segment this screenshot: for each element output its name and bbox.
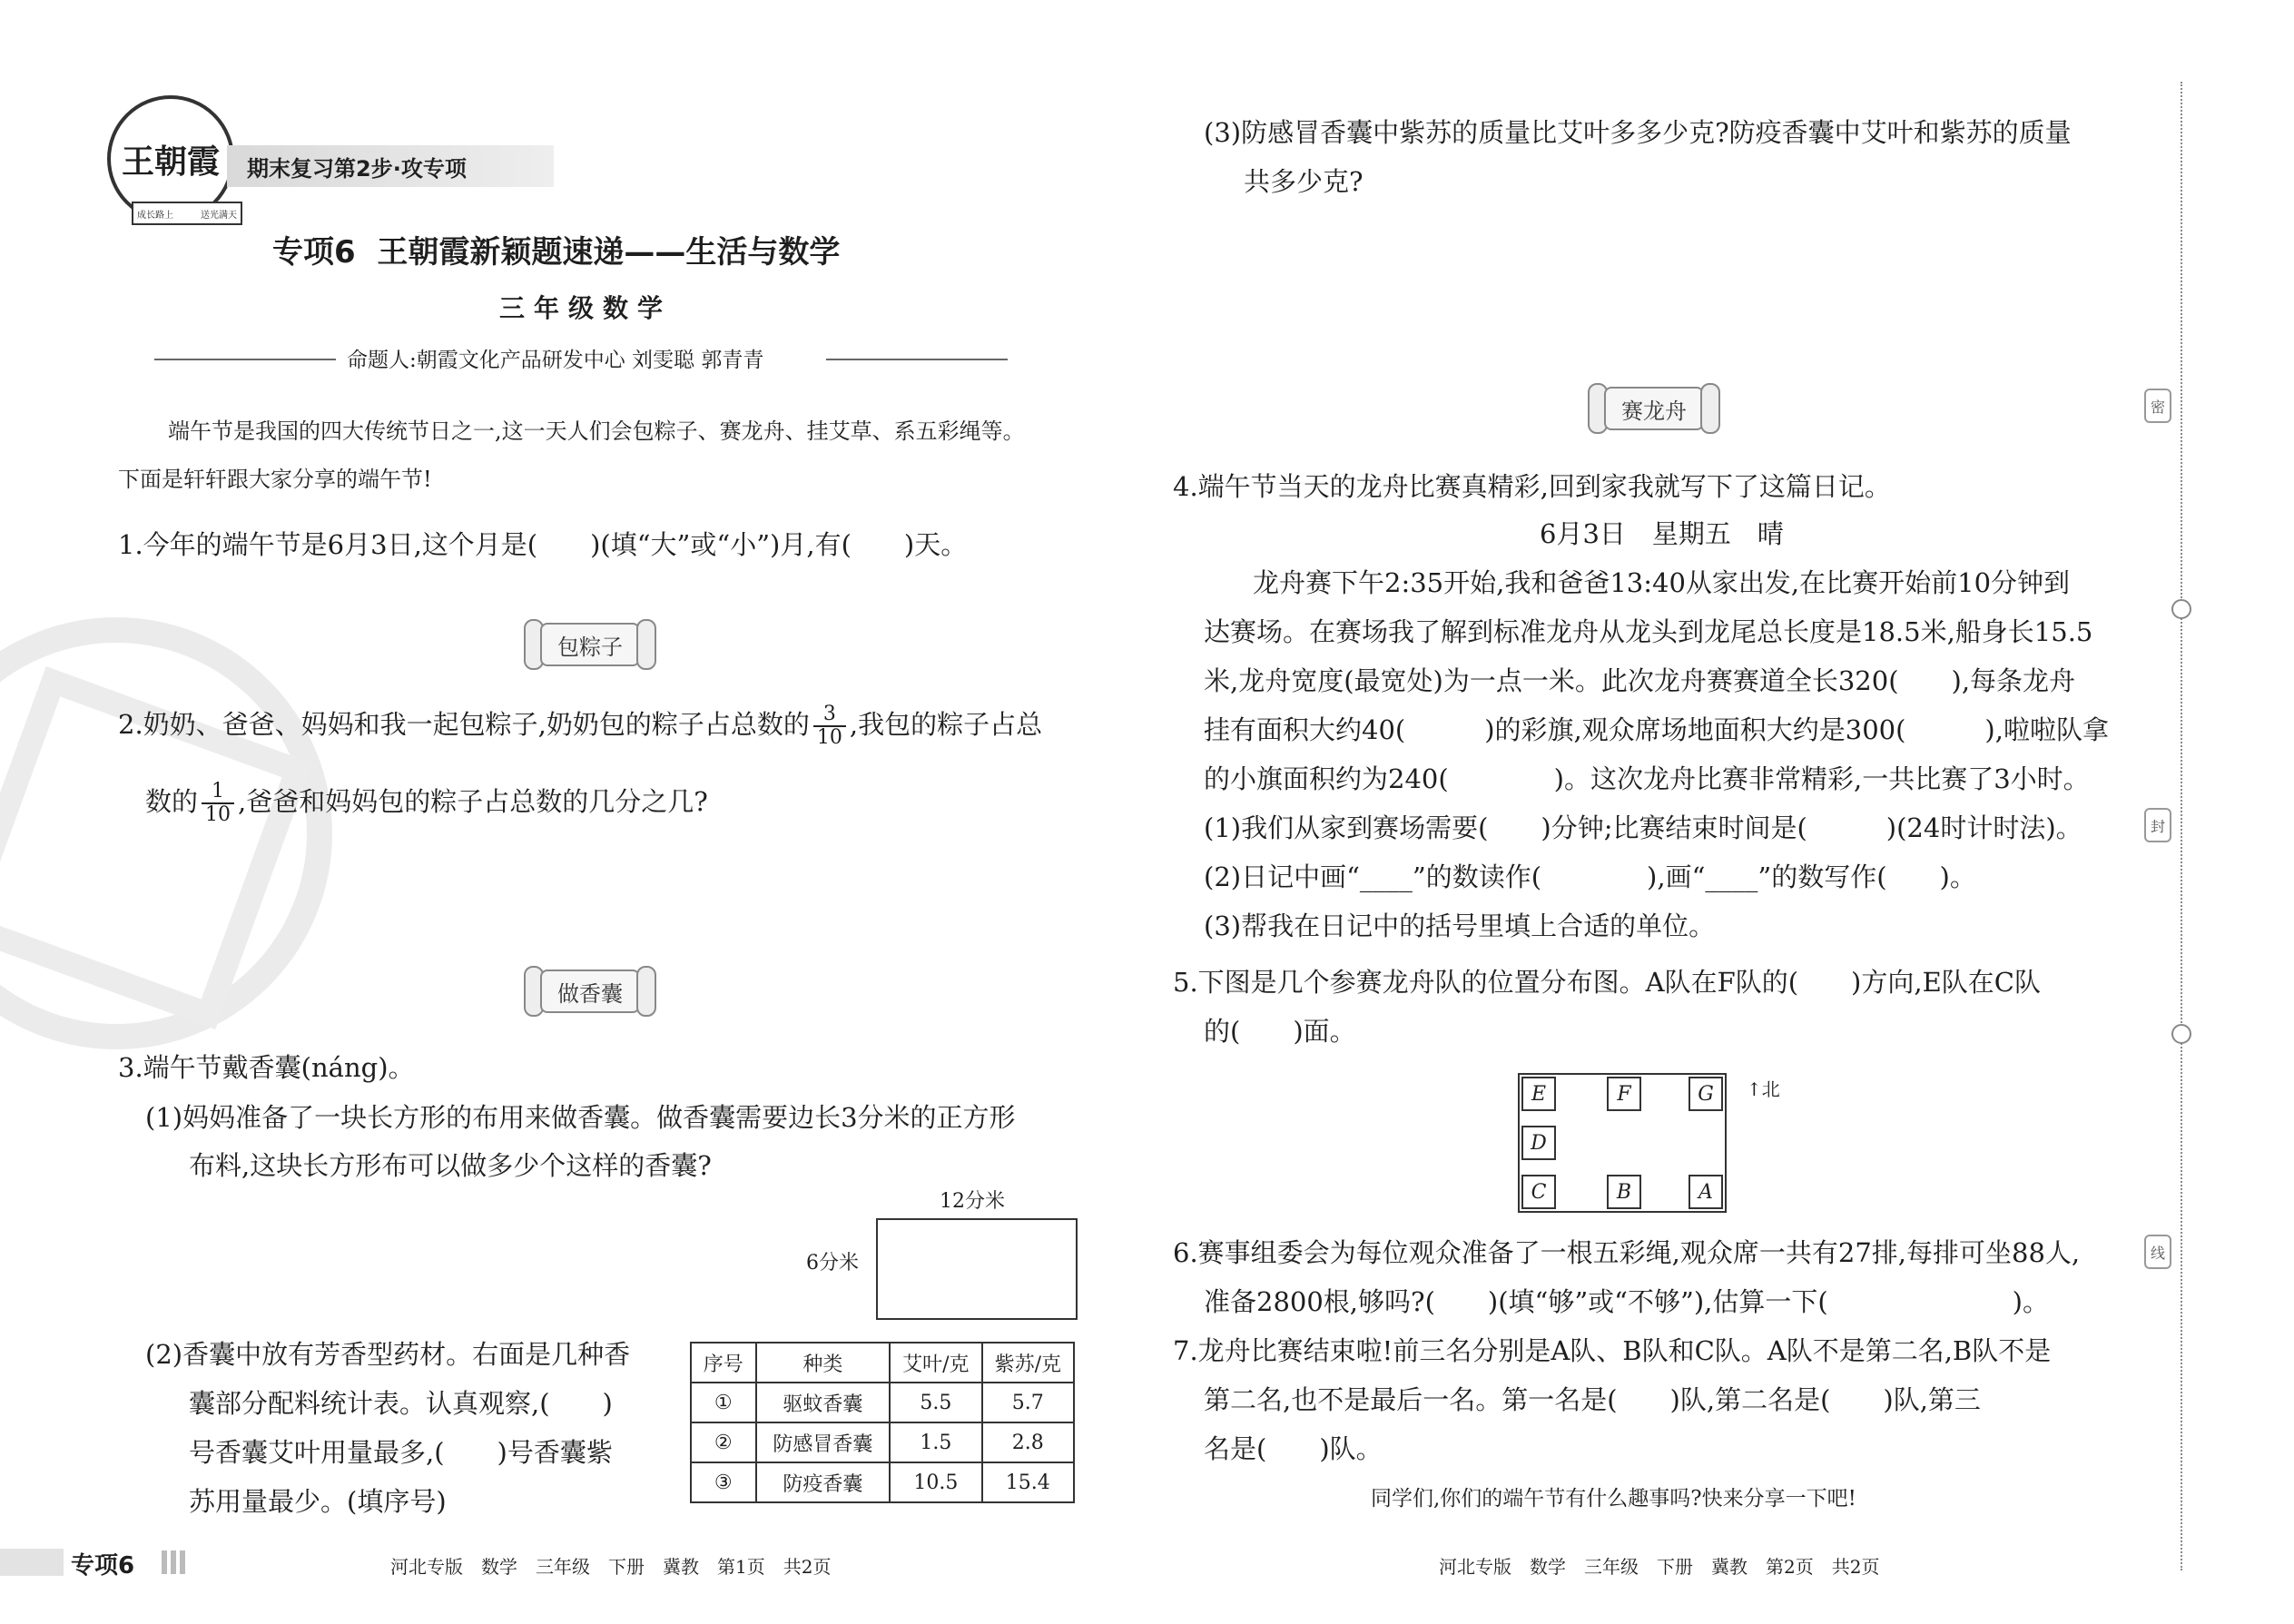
- logo-slogan-left: 成长路上: [137, 210, 173, 221]
- team-cell: F: [1607, 1077, 1641, 1111]
- diary-line-1: 龙舟赛下午2:35开始,我和爸爸13:40从家出发,在比赛开始前10分钟到: [1253, 567, 2071, 598]
- table-header: 紫苏/克: [982, 1343, 1074, 1383]
- north-arrow: ↑北: [1747, 1078, 1780, 1100]
- question-3-1-line2: 布料,这块长方形布可以做多少个这样的香囊?: [189, 1150, 712, 1181]
- table-cell: 5.7: [982, 1383, 1074, 1422]
- section-label: 做香囊: [540, 969, 640, 1013]
- brand-logo-text: 王朝霞: [121, 142, 220, 181]
- team-cell: G: [1689, 1077, 1723, 1111]
- side-tab-feng: 封: [2144, 808, 2171, 842]
- side-tab-xian: 线: [2144, 1235, 2171, 1269]
- section-banner-zongzi: [520, 615, 656, 670]
- cloth-rectangle: [876, 1218, 1078, 1320]
- diary-line-3: 米,龙舟宽度(最宽处)为一点一米。此次龙舟赛赛道全长320( ),每条龙舟: [1204, 665, 2076, 696]
- question-4-3: (3)帮我在日记中的括号里填上合适的单位。: [1204, 910, 1716, 941]
- binding-dotted-line: [2181, 82, 2182, 1570]
- table-header-row: [691, 1343, 1074, 1383]
- question-4-stem: 4.端午节当天的龙舟比赛真精彩,回到家我就写下了这篇日记。: [1173, 471, 1891, 502]
- header-ribbon-text: 期末复习第2步·攻专项: [247, 155, 467, 182]
- table-cell: 5.5: [890, 1383, 981, 1422]
- binding-hole-icon: [2171, 1024, 2191, 1044]
- question-4-2: (2)日记中画“____”的数读作( ),画“____”的数写作( )。: [1204, 861, 1976, 892]
- table-cell: ③: [691, 1462, 756, 1502]
- table-cell: 1.5: [890, 1422, 981, 1462]
- question-7-line2: 第二名,也不是最后一名。第一名是( )队,第二名是( )队,第三: [1204, 1384, 1981, 1415]
- question-3-stem: 3.端午节戴香囊(náng)。: [118, 1052, 415, 1083]
- team-cell: D: [1521, 1126, 1556, 1160]
- team-cell: E: [1521, 1077, 1556, 1111]
- page-title: 专项6 王朝霞新颖题速递——生活与数学: [272, 234, 841, 271]
- question-3-2-line2: 囊部分配料统计表。认真观察,( ): [189, 1388, 613, 1419]
- fraction-one-tenth: [202, 781, 234, 826]
- table-row: [691, 1422, 1074, 1462]
- q2-text-2: ,我包的粽子占总: [849, 709, 1043, 740]
- rect-height-label: 6分米: [806, 1252, 859, 1275]
- question-4-1: (1)我们从家到赛场需要( )分钟;比赛结束时间是( )(24时计时法)。: [1204, 812, 2082, 843]
- q2-text-1: 2.奶奶、爸爸、妈妈和我一起包粽子,奶奶包的粽子占总数的: [118, 709, 810, 740]
- footer-tag: 专项6: [71, 1552, 135, 1580]
- table-row: [691, 1462, 1074, 1502]
- table-cell: 10.5: [890, 1462, 981, 1502]
- question-3-3-line1: (3)防感冒香囊中紫苏的质量比艾叶多多少克?防疫香囊中艾叶和紫苏的质量: [1204, 117, 2072, 148]
- question-2: [118, 699, 1042, 750]
- watermark-seal: [0, 617, 332, 1049]
- closing-line: 同学们,你们的端午节有什么趣事吗?快来分享一下吧!: [1371, 1487, 1856, 1511]
- question-6-line1: 6.赛事组委会为每位观众准备了一根五彩绳,观众席一共有27排,每排可坐88人,: [1173, 1237, 2081, 1268]
- logo-slogan-right: 送光满天: [201, 210, 237, 221]
- question-7-line1: 7.龙舟比赛结束啦!前三名分别是A队、B队和C队。A队不是第二名,B队不是: [1173, 1335, 2052, 1366]
- diary-line-2: 达赛场。在赛场我了解到标准龙舟从龙头到龙尾总长度是18.5米,船身长15.5: [1204, 616, 2093, 647]
- footer-squares: [162, 1550, 185, 1574]
- table-header: 种类: [756, 1343, 891, 1383]
- table-cell: 防感冒香囊: [756, 1422, 891, 1462]
- intro-line-1: 端午节是我国的四大传统节日之一,这一天人们会包粽子、赛龙舟、挂艾草、系五彩绳等。: [168, 418, 1025, 444]
- question-2-cont: [145, 776, 708, 827]
- authors-line: [154, 343, 881, 376]
- team-cell: A: [1689, 1175, 1723, 1209]
- question-3-2-line4: 苏用量最少。(填序号): [189, 1486, 447, 1517]
- table-row: [691, 1383, 1074, 1422]
- section-label: 包粽子: [540, 623, 640, 666]
- section-banner-longzhou: [1584, 379, 1720, 434]
- question-3-3-line2: 共多少克?: [1244, 166, 1364, 197]
- footer-left-text: 河北专版 数学 三年级 下册 冀教 第1页 共2页: [390, 1556, 832, 1578]
- section-label: 赛龙舟: [1604, 387, 1704, 430]
- authors: 命题人:朝霞文化产品研发中心 刘雯聪 郭青青: [347, 349, 764, 372]
- question-5-line2: 的( )面。: [1204, 1016, 1356, 1047]
- table-cell: ①: [691, 1383, 756, 1422]
- question-7-line3: 名是( )队。: [1204, 1433, 1383, 1464]
- binding-hole-icon: [2171, 599, 2191, 619]
- table-cell: ②: [691, 1422, 756, 1462]
- q2-text-3: 数的: [145, 786, 199, 817]
- table-header: 艾叶/克: [890, 1343, 981, 1383]
- question-3-2-line1: (2)香囊中放有芳香型药材。右面是几种香: [145, 1339, 631, 1370]
- diary-date: 6月3日 星期五 晴: [1540, 518, 1784, 549]
- question-5-line1: 5.下图是几个参赛龙舟队的位置分布图。A队在F队的( )方向,E队在C队: [1173, 967, 2041, 998]
- ingredient-table: [690, 1342, 1075, 1503]
- fraction-denominator: 10: [816, 726, 842, 749]
- logo-slogan: [132, 202, 242, 225]
- boat-position-map: [1518, 1073, 1727, 1213]
- q2-text-4: ,爸爸和妈妈包的粽子占总数的几分之几?: [238, 786, 708, 817]
- diary-line-4: 挂有面积大约40( )的彩旗,观众席场地面积大约是300( ),啦啦队拿: [1204, 714, 2109, 745]
- question-6-line2: 准备2800根,够吗?( )(填“够”或“不够”),估算一下( )。: [1204, 1286, 2049, 1317]
- diary-line-5: 的小旗面积约为240( )。这次龙舟比赛非常精彩,一共比赛了3小时。: [1204, 763, 2090, 794]
- table-cell: 15.4: [982, 1462, 1074, 1502]
- question-3-2-line3: 号香囊艾叶用量最多,( )号香囊紫: [189, 1437, 613, 1468]
- header-ribbon: [227, 145, 554, 187]
- fraction-denominator: 10: [205, 803, 231, 826]
- intro-line-2: 下面是轩轩跟大家分享的端午节!: [118, 467, 432, 492]
- fraction-numerator: 1: [202, 781, 234, 804]
- section-banner-xiangnang: [520, 962, 656, 1017]
- rect-width-label: 12分米: [940, 1190, 1005, 1213]
- side-tab-mi: 密: [2144, 389, 2171, 423]
- subject-title: 三年级数学: [499, 293, 673, 323]
- footer-right-text: 河北专版 数学 三年级 下册 冀教 第2页 共2页: [1439, 1556, 1880, 1578]
- table-header: 序号: [691, 1343, 756, 1383]
- fraction-three-tenths: [813, 704, 846, 749]
- table-cell: 防疫香囊: [756, 1462, 891, 1502]
- table-cell: 驱蚊香囊: [756, 1383, 891, 1422]
- table-cell: 2.8: [982, 1422, 1074, 1462]
- team-cell: C: [1521, 1175, 1556, 1209]
- question-3-1-line1: (1)妈妈准备了一块长方形的布用来做香囊。做香囊需要边长3分米的正方形: [145, 1102, 1016, 1133]
- footer-bar-left: [0, 1549, 64, 1576]
- fraction-numerator: 3: [813, 704, 846, 727]
- team-cell: B: [1607, 1175, 1641, 1209]
- question-1: 1.今年的端午节是6月3日,这个月是( )(填“大”或“小”)月,有( )天。: [118, 529, 968, 560]
